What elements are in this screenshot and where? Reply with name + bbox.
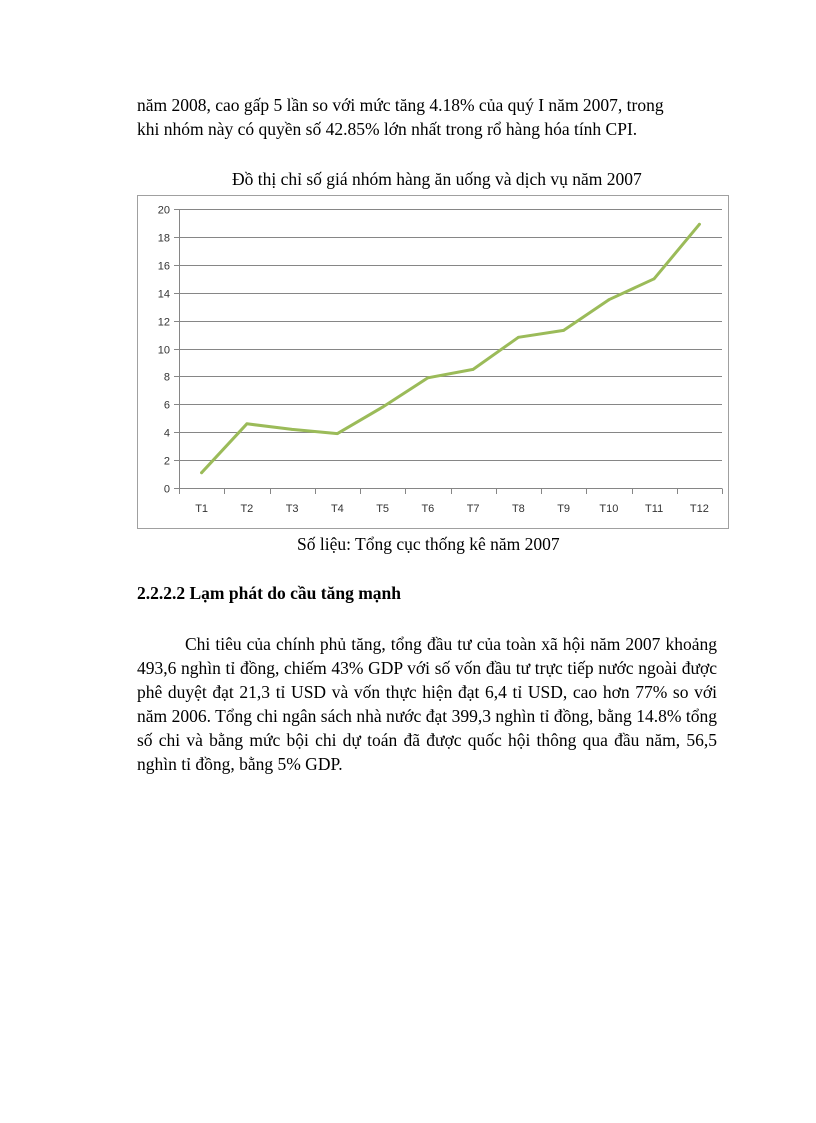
body-paragraph: Chi tiêu của chính phủ tăng, tổng đầu tư của toàn xã hội năm 2007 khoảng 493,6 nghìn tỉ đồng, chiếm 43% GDP với số vốn đầu tư trực tiếp nước ngoài được phê duyệt đạt 21,3 tỉ USD và vốn thực hiện đạt 6,4 tỉ USD, cao hơn 77% so với năm 2006. Tổng chi ngân sách nhà nước đạt 399,3 nghìn tỉ đồng, bằng 14.8% tổng số chi và bằng mức bội chi dự toán đã được quốc hội thông qua đầu năm, 56,5 nghìn tỉ đồng, bằng 5% GDP. bbox=[137, 634, 717, 774]
x-tick-label: T7 bbox=[466, 503, 480, 515]
data-point-T8 bbox=[517, 336, 520, 339]
data-point-T6 bbox=[427, 376, 430, 379]
y-tick-label: 8 bbox=[163, 371, 170, 384]
x-tick-label: T10 bbox=[599, 503, 619, 515]
y-tick-label: 10 bbox=[157, 344, 170, 357]
intro-paragraph bbox=[137, 93, 717, 141]
x-tick-label: T8 bbox=[511, 503, 525, 515]
x-tick-label: T12 bbox=[689, 503, 709, 515]
x-tick-label: T9 bbox=[557, 503, 571, 515]
chart-frame bbox=[138, 196, 729, 529]
x-tick-label: T6 bbox=[421, 503, 435, 515]
y-tick-label: 16 bbox=[157, 260, 170, 273]
data-point-T9 bbox=[562, 329, 565, 332]
intro-line-2: khi nhóm này có quyền số 42.85% lớn nhất trong rổ hàng hóa tính CPI. bbox=[137, 119, 638, 139]
x-tick-label: T3 bbox=[285, 503, 299, 515]
chart-source-caption: Số liệu: Tổng cục thống kê năm 2007 bbox=[297, 534, 560, 554]
data-point-T2 bbox=[246, 422, 249, 425]
x-tick-label: T2 bbox=[240, 503, 254, 515]
data-point-T7 bbox=[472, 368, 475, 371]
x-tick-label: T5 bbox=[376, 503, 390, 515]
y-tick-label: 14 bbox=[157, 288, 170, 301]
line-chart bbox=[137, 195, 729, 529]
y-tick-label: 20 bbox=[157, 204, 170, 217]
data-point-T11 bbox=[653, 277, 656, 280]
data-point-T10 bbox=[608, 298, 611, 301]
section-heading: 2.2.2.2 Lạm phát do cầu tăng mạnh bbox=[137, 583, 402, 603]
chart-caption: Đồ thị chỉ số giá nhóm hàng ăn uống và dịch vụ năm 2007 bbox=[232, 169, 642, 189]
y-tick-label: 0 bbox=[163, 483, 170, 496]
y-tick-label: 12 bbox=[157, 316, 170, 329]
y-tick-label: 2 bbox=[163, 455, 170, 468]
x-tick-label: T4 bbox=[330, 503, 344, 515]
data-point-T1 bbox=[200, 471, 203, 474]
x-tick-label: T1 bbox=[195, 503, 209, 515]
data-point-T12 bbox=[698, 223, 701, 226]
x-tick-label: T11 bbox=[645, 503, 664, 515]
data-point-T3 bbox=[291, 428, 294, 431]
data-point-T4 bbox=[336, 432, 339, 435]
y-tick-label: 18 bbox=[157, 232, 170, 245]
intro-line-1: năm 2008, cao gấp 5 lần so với mức tăng 4.18% của quý I năm 2007, trong bbox=[137, 95, 664, 115]
y-tick-label: 6 bbox=[163, 399, 170, 412]
y-tick-label: 4 bbox=[163, 427, 170, 440]
data-point-T5 bbox=[381, 406, 384, 409]
